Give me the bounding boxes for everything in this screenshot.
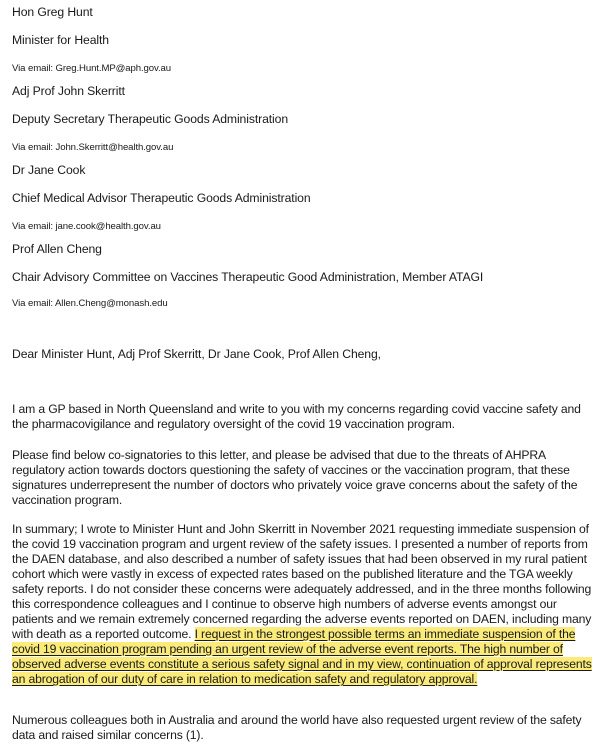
paragraph-3 — [12, 522, 594, 687]
recipient-3-email: Via email: jane.cook@health.gov.au — [12, 221, 161, 232]
recipient-4-title: Chair Advisory Committee on Vaccines Therapeutic Good Administration, Member ATAGI — [12, 270, 484, 284]
recipient-4-name: Prof Allen Cheng — [12, 242, 102, 256]
recipient-1-email: Via email: Greg.Hunt.MP@aph.gov.au — [12, 63, 172, 74]
recipient-4-email: Via email: Allen.Cheng@monash.edu — [12, 298, 168, 309]
recipient-2-name: Adj Prof John Skerritt — [12, 84, 125, 98]
recipient-2-title: Deputy Secretary Therapeutic Goods Administration — [12, 112, 289, 126]
highlighted-request: I request in the strongest possible terms an immediate suspension of the covid 19 vaccination program pending an urgent review of the adverse event reports. The high number of observed adverse events constitute a serious safety signal and in my view, continuation of approval represents an abrogation of our duty of care in relation to medication safety and regulatory approval. — [12, 627, 592, 686]
recipient-1-name: Hon Greg Hunt — [12, 5, 93, 19]
paragraph-2: Please find below co-signatories to this letter, and please be advised that due to the threats of AHPRA regulatory action towards doctors questioning the safety of vaccines or the vaccination program, that these signatures underrepresent the number of doctors who privately voice grave concerns about the safety of the vaccination program. — [12, 448, 578, 507]
salutation: Dear Minister Hunt, Adj Prof Skerritt, Dr Jane Cook, Prof Allen Cheng, — [12, 347, 381, 361]
recipient-2-email: Via email: John.Skerritt@health.gov.au — [12, 142, 174, 153]
recipient-3-title: Chief Medical Advisor Therapeutic Goods Administration — [12, 191, 311, 205]
paragraph-1: I am a GP based in North Queensland and write to you with my concerns regarding covid vaccine safety and the pharmacovigilance and regulatory oversight of the covid 19 vaccination program. — [12, 402, 581, 431]
recipient-1-title: Minister for Health — [12, 33, 109, 47]
paragraph-3-text: In summary; I wrote to Minister Hunt and John Skerritt in November 2021 requesting immediate suspension of the covid 19 vaccination program and urgent review of the safety issues. I presented a number of reports from the DAEN database, and also described a number of safety issues that had been observed in my rural patient cohort which were vastly in excess of expected rates based on the published literature and the TGA weekly safety reports. I do not consider these concerns were adequately addressed, and in the three months following this correspondence colleagues and I continue to observe high numbers of adverse events amongst our patients and we remain extremely concerned regarding the adverse events reported on DAEN, including many with death as a reported outcome. — [12, 522, 592, 641]
recipient-3-name: Dr Jane Cook — [12, 163, 86, 177]
paragraph-4: Numerous colleagues both in Australia and around the world have also requested urgent review of the safety data and raised similar concerns (1). — [12, 713, 582, 742]
